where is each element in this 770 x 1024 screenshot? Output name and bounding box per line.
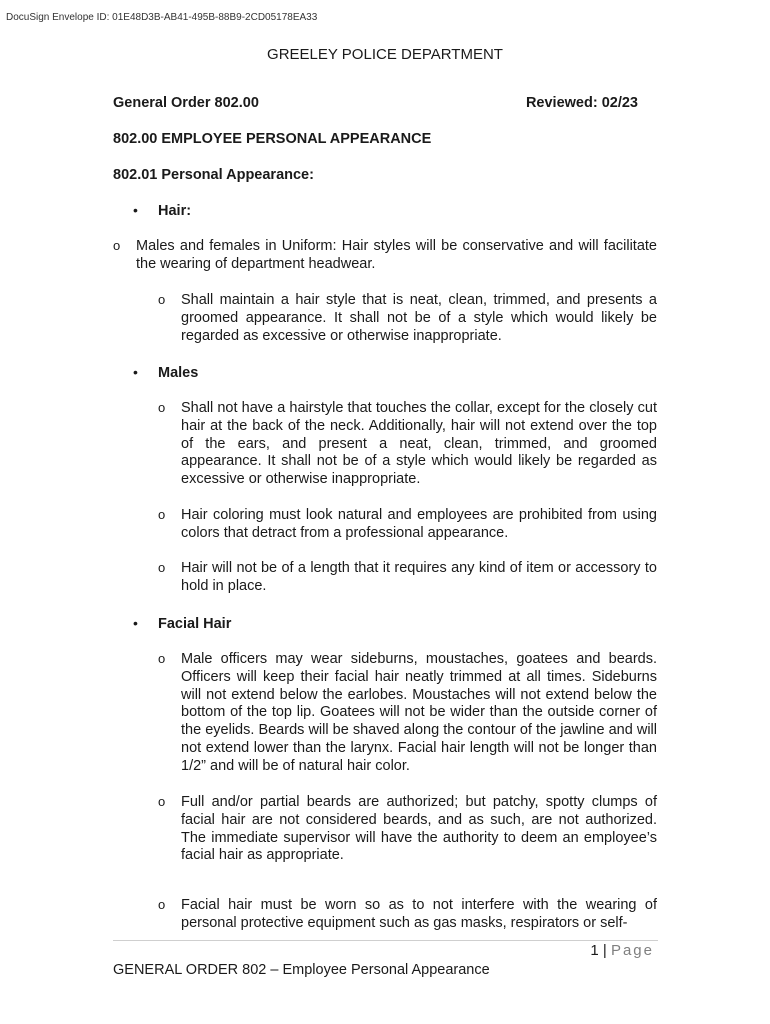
circle-bullet-icon: o	[158, 897, 166, 912]
page-separator: |	[598, 942, 611, 959]
subsection-title: 802.01 Personal Appearance:	[113, 167, 314, 183]
facial-hair-heading: Facial Hair	[158, 616, 232, 632]
males-heading: Males	[158, 365, 199, 381]
circle-bullet-icon: o	[158, 400, 166, 415]
page-number-value: 1	[590, 942, 599, 959]
bullet-icon: •	[133, 364, 138, 380]
bullet-icon: •	[133, 202, 138, 218]
reviewed-date: Reviewed: 02/23	[525, 95, 638, 111]
males-item: Hair coloring must look natural and employees are prohibited from using colors that detract from a professional appearance.	[181, 507, 657, 541]
facial-hair-item: Full and/or partial beards are authorized; but patchy, spotty clumps of facial hair are not considered beards, and as such, are not authorized. The immediate supervisor will have the authority to deem an employee’s facial hair as appropriate.	[181, 794, 657, 864]
page-label: Page	[610, 942, 654, 959]
hair-uniform-text: Males and females in Uniform: Hair styles will be conservative and will facilitate the wearing of department headwear.	[136, 238, 657, 272]
circle-bullet-icon: o	[158, 292, 166, 307]
males-item: Hair will not be of a length that it requires any kind of item or accessory to hold in place.	[181, 560, 657, 594]
hair-uniform-subitem: Shall maintain a hair style that is neat, clean, trimmed, and presents a groomed appearance. It shall not be of a style which would likely be regarded as excessive or otherwise inappropriate.	[181, 292, 657, 344]
facial-hair-item: Facial hair must be worn so as to not interfere with the wearing of personal protective equipment such as gas masks, respirators or self-	[181, 897, 657, 931]
docusign-envelope-id: DocuSign Envelope ID: 01E48D3B-AB41-495B-88B9-2CD05178EA33	[6, 12, 318, 23]
footer-title: GENERAL ORDER 802 – Employee Personal Appearance	[113, 962, 490, 978]
department-title: GREELEY POLICE DEPARTMENT	[267, 46, 503, 63]
bullet-icon: •	[133, 615, 138, 631]
hair-heading: Hair:	[158, 203, 192, 219]
circle-bullet-icon: o	[158, 507, 166, 522]
males-item: Shall not have a hairstyle that touches the collar, except for the closely cut hair at the back of the neck. Additionally, hair will not extend over the top of the ears, and present a neat, clean, trimmed, and groomed appearance. It shall not be of a style which would likely be regarded as excessive or otherwise inappropriate.	[181, 400, 657, 488]
page-number	[590, 942, 654, 959]
circle-bullet-icon: o	[158, 794, 166, 809]
section-title: 802.00 EMPLOYEE PERSONAL APPEARANCE	[113, 131, 432, 147]
circle-bullet-icon: o	[113, 238, 121, 253]
facial-hair-item: Male officers may wear sideburns, moustaches, goatees and beards. Officers will keep their facial hair neatly trimmed at all times. Sideburns will not extend below the earlobes. Moustaches will not extend below the bottom of the top lip. Goatees will not be wider than the outside corner of the eyelids. Beards will be shaved along the contour of the jawline and will not extend lower than the larynx. Facial hair length will not be longer than 1/2” and will be of natural hair color.	[181, 651, 657, 774]
general-order-number: General Order 802.00	[113, 95, 259, 111]
footer-divider	[113, 940, 658, 941]
circle-bullet-icon: o	[158, 560, 166, 575]
circle-bullet-icon: o	[158, 651, 166, 666]
